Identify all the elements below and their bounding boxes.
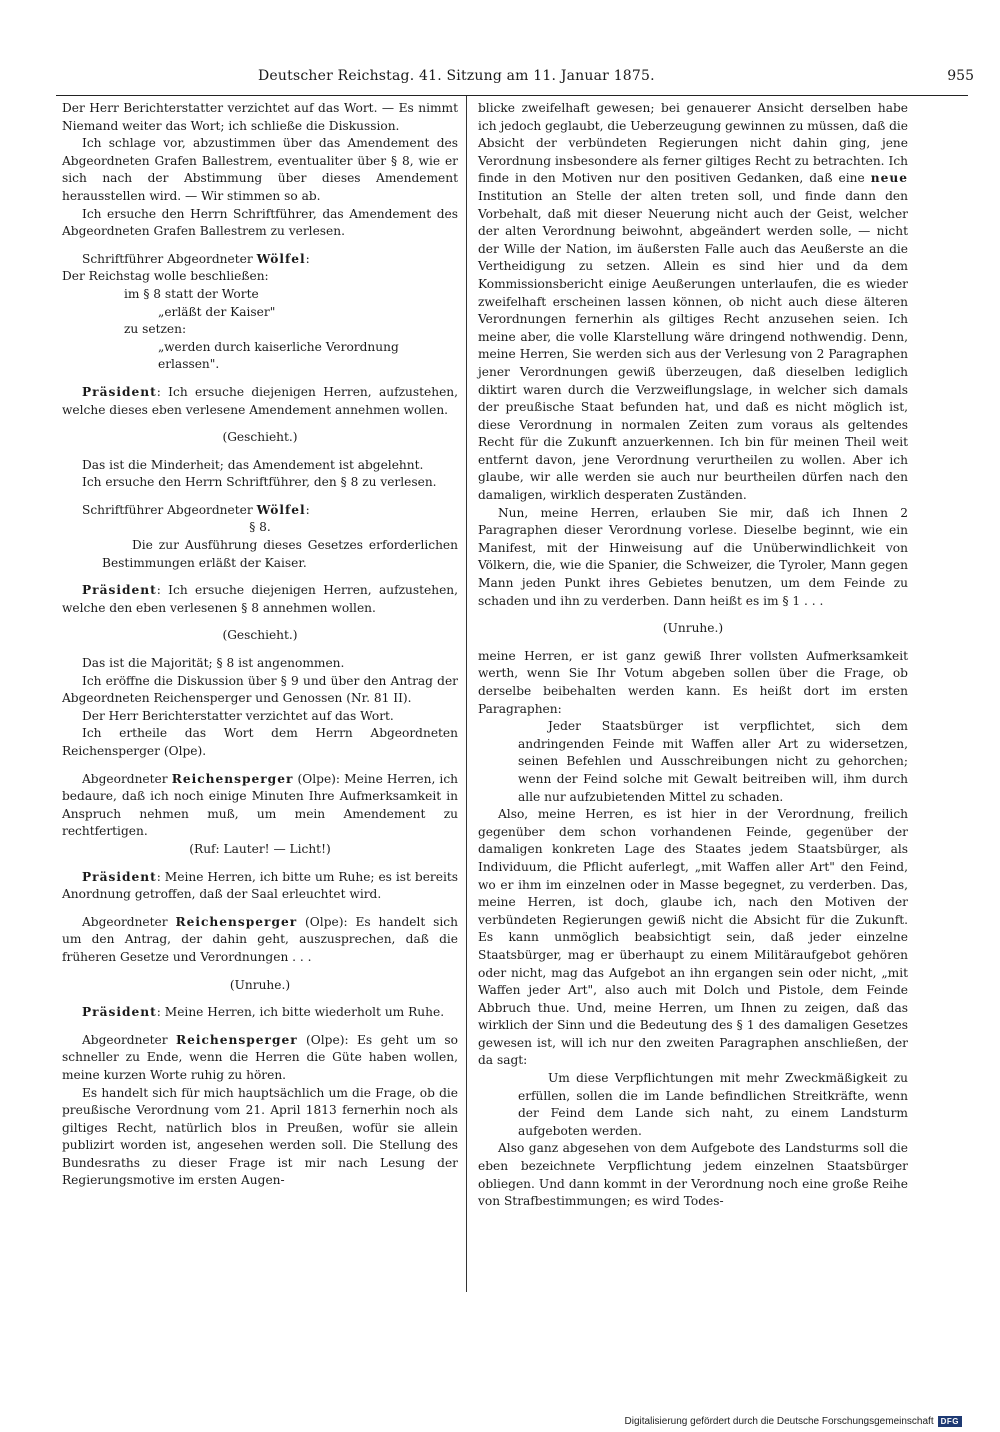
- speaker-paragraph: Präsident: Ich ersuche diejenigen Herren, aufzustehen, welche den eben verlesenen § 8 annehmen wollen.: [62, 583, 458, 615]
- paragraph: Es handelt sich für mich hauptsächlich um die Frage, ob die preußische Verordnung vom 21. April 1813 fernerhin noch als giltiges Recht, natürlich blos in Preußen, wofür sie allein publizirt worden ist, angesehen werden soll. Die Stellung des Bundesraths zu dieser Frage ist mir nach Lesung der Regierungsmotive im ersten Augen-: [62, 1085, 458, 1188]
- speaker-paragraph: Präsident: Meine Herren, ich bitte um Ruhe; es ist bereits Anordnung getroffen, daß der Saal erleuchtet wird.: [62, 869, 458, 902]
- speaker-paragraph: Abgeordneter Reichensperger (Olpe): Es handelt sich um den Antrag, der dahin geht, auszusprechen, daß die früheren Gesetze und Verordnungen . . .: [62, 914, 458, 964]
- digitization-footer: [625, 1416, 962, 1427]
- quoted-text: Jeder Staatsbürger ist verpflichtet, sich dem andringenden Feinde mit Waffen aller Art zu widersetzen, seinen Befehlen und Ausschreibungen nicht zu gehorchen; wenn der Feind solche mit Gewalt beitreiben will, ihm durch alle nur aufzubietenden Mittel zu schaden.: [518, 719, 908, 804]
- stage-direction: (Unruhe.): [229, 977, 291, 992]
- paragraph: Also ganz abgesehen von dem Aufgebote des Landsturms soll die eben bezeichnete Verpflichtung jedem einzelnen Staatsbürger obliegen. Und dann kommt in der Verordnung noch eine große Reihe von Strafbestimmungen; es wird Todes-: [478, 1141, 908, 1209]
- column-divider: [466, 96, 467, 1292]
- speaker-name: Reichensperger: [175, 914, 298, 929]
- speaker-name: Präsident: [82, 384, 157, 399]
- speaker-paragraph: Abgeordneter Reichensperger (Olpe): Es geht um so schneller zu Ende, wenn die Herren die Güte haben wollen, meine kurzen Worte ruhig zu hören.: [62, 1032, 458, 1082]
- paragraph: Ich ersuche den Herrn Schriftführer, den § 8 zu verlesen.: [82, 475, 437, 490]
- paragraph: meine Herren, er ist ganz gewiß Ihrer vollsten Aufmerksamkeit werth, wenn Sie Ihr Votum abgeben sollen über die Frage, ob derselbe beibehalten werden kann. Es heißt dort im ersten Paragraphen:: [478, 648, 908, 716]
- paragraph: Das ist die Minderheit; das Amendement ist abgelehnt.: [82, 457, 424, 472]
- speaker-name: Wölfel: [256, 251, 306, 266]
- paragraph: Ich eröffne die Diskussion über § 9 und über den Antrag der Abgeordneten Reichensperger und Genossen (Nr. 81 II).: [62, 673, 458, 706]
- quoted-text: Die zur Ausführung dieses Gesetzes erforderlichen Bestimmungen erläßt der Kaiser.: [102, 538, 458, 570]
- page-number: 955: [947, 68, 974, 84]
- speaker-paragraph: Abgeordneter Reichensperger (Olpe): Meine Herren, ich bedaure, daß ich noch einige Minuten Ihre Aufmerksamkeit in Anspruch nehmen muß, um mein Amendement zu rechtfertigen.: [62, 771, 459, 839]
- amendment-line: im § 8 statt der Worte: [124, 286, 259, 301]
- paragraph: Ich ertheile das Wort dem Herrn Abgeordneten Reichensperger (Olpe).: [62, 726, 458, 758]
- stage-direction: (Geschieht.): [222, 430, 298, 445]
- speaker-role: Schriftführer Abgeordneter: [82, 502, 253, 517]
- emphasis: neue: [870, 171, 908, 186]
- amendment-line: „werden durch kaiserliche Verordnung erlassen".: [158, 339, 399, 372]
- speaker-name: Wölfel: [256, 502, 306, 517]
- section-heading: § 8.: [249, 520, 271, 535]
- left-column: [62, 100, 458, 1190]
- paragraph: Ich ersuche den Herrn Schriftführer, das Amendement des Abgeordneten Grafen Ballestrem zu verlesen.: [62, 206, 458, 239]
- speaker-role: Schriftführer Abgeordneter: [82, 251, 253, 266]
- amendment-line: „erläßt der Kaiser": [158, 304, 276, 319]
- speaker-name: Präsident: [82, 583, 157, 598]
- paragraph: Also, meine Herren, es ist hier in der Verordnung, freilich gegenüber dem schon vorhandenen Feinde, gegenüber der damaligen konkreten Lage des Staates jedem Staatsbürger, als Individuum, die Pflicht auferlegt, „mit Waffen aller Art" den Feind, wo er ihm im einzelnen oder in Masse begegnet, zu verderben. Das, meine Herren, ist doch, glaube ich, nach den Motiven der verbündeten Regierungen gewiß nicht die Absicht für die Zukunft. Es kann unmöglich beabsichtigt sein, daß jeder einzelne Staatsbürger, mag er überhaupt zu einem Militäraufgebot gehören oder nicht, mag das Aufgebot an ihn ergangen sein oder nicht, „mit Waffen jeder Art", also auch mit Dolch und Pistole, dem Feinde Abbruch thue. Und, meine Herren, um Ihnen zu zeigen, daß das wirklich der Sinn und die Bedeutung des § 1 des damaligen Gesetzes gewesen ist, will ich nur den zweiten Paragraphen anschließen, der da sagt:: [478, 807, 908, 1068]
- amendment-line: zu setzen:: [124, 322, 187, 337]
- speaker-paragraph: Präsident: Meine Herren, ich bitte wiederholt um Ruhe.: [82, 1005, 445, 1020]
- paragraph: blicke zweifelhaft gewesen; bei genauerer Ansicht derselben habe ich jedoch geglaubt, die Ueberzeugung gewinnen zu müssen, daß die Absicht der verbündeten Regierungen nicht dahin ging, jene Verordnung insbesondere als ferner giltiges Recht zu betrachten. Ich finde in den Motiven nur den positiven Gedanken, daß eine neue Institution an Stelle der alten treten soll, und finde dann den Vorbehalt, daß mit dieser Neuerung nicht auch der Geist, welcher der alten Verordnung beiwohnt, abgeändert werden solle, — nicht der Wille der Nation, im äußersten Falle auch das Aeußerste an die Vertheidigung zu setzen. Allein es sind hier und da dem Kommissionsbericht einige Aeußerungen unterlaufen, die es wieder zweifelhaft erscheinen lassen können, ob nicht auch diese älteren Verordnungen fernerhin als giltiges Recht anzusehen seien. Ich meine aber, die volle Klarstellung wäre dringend nothwendig. Denn, meine Herren, Sie werden sich aus der Verlesung von 2 Paragraphen jener Verordnungen gewiß überzeugen, daß dieselben lediglich diktirt waren durch die Verzweiflungslage, in welcher sich damals der preußische Staat befunden hat, und daß es nicht möglich ist, diese Verordnung in normalen Zeiten zum voraus als geltendes Recht für die Zukunft anzuerkennen. Ich bin für meinen Theil weit entfernt davon, jene Verordnung verurtheilen zu wollen. Aber ich glaube, wir alle werden sie auch nur beurtheilen dürfen nach den damaligen, wirklich desperaten Zuständen.: [478, 101, 909, 503]
- right-column: [478, 100, 908, 1211]
- paragraph: Der Herr Berichterstatter verzichtet auf das Wort.: [82, 708, 394, 723]
- stage-direction: (Ruf: Lauter! — Licht!): [189, 841, 331, 856]
- paragraph: Der Reichstag wolle beschließen:: [62, 269, 269, 284]
- footer-text: Digitalisierung gefördert durch die Deutsche Forschungsgemeinschaft: [624, 1416, 934, 1427]
- header-rule: [56, 95, 968, 96]
- paragraph: Das ist die Majorität; § 8 ist angenommen.: [82, 656, 345, 671]
- dfg-logo-icon: DFG: [938, 1416, 962, 1427]
- speaker-line: Schriftführer Abgeordneter Wölfel:: [82, 502, 310, 517]
- paragraph: Nun, meine Herren, erlauben Sie mir, daß ich Ihnen 2 Paragraphen dieser Verordnung vorlese. Dieselbe beginnt, wie ein Manifest, mit der Hinweisung auf die Unüberwindlichkeit von Völkern, die, wie die Spanier, die Schweizer, die Tyroler, Mann gegen Mann jeden Punkt ihres Gebietes benutzen, um dem Feinde zu schaden und ihn zu verderben. Dann heißt es im § 1 . . .: [478, 505, 908, 608]
- stage-direction: (Unruhe.): [662, 621, 724, 636]
- speaker-name: Präsident: [82, 869, 157, 884]
- paragraph: Ich schlage vor, abzustimmen über das Amendement des Abgeordneten Grafen Ballestrem, eventualiter über § 8, wie er sich nach der Abstimmung über dieses Amendement herausstellen wird. — Wir stimmen so ab.: [62, 136, 458, 203]
- speaker-name: Reichensperger: [171, 771, 294, 786]
- paragraph: Der Herr Berichterstatter verzichtet auf das Wort. — Es nimmt Niemand weiter das Wort; ich schließe die Diskussion.: [62, 101, 458, 133]
- speaker-name: Präsident: [82, 1005, 157, 1020]
- speaker-paragraph: Präsident: Ich ersuche diejenigen Herren, aufzustehen, welche dieses eben verlesene Amendement annehmen wollen.: [62, 384, 458, 417]
- header-title: Deutscher Reichstag. 41. Sitzung am 11. Januar 1875.: [258, 68, 655, 84]
- speaker-line: Schriftführer Abgeordneter Wölfel:: [82, 251, 310, 266]
- stage-direction: (Geschieht.): [222, 628, 298, 643]
- quoted-text: Um diese Verpflichtungen mit mehr Zweckmäßigkeit zu erfüllen, sollen die im Lande befindlichen Streitkräfte, wenn der Feind dem Lande sich naht, zu einem Landsturm aufgeboten werden.: [518, 1071, 908, 1138]
- speaker-name: Reichensperger: [175, 1032, 298, 1047]
- page-header: [0, 58, 1000, 88]
